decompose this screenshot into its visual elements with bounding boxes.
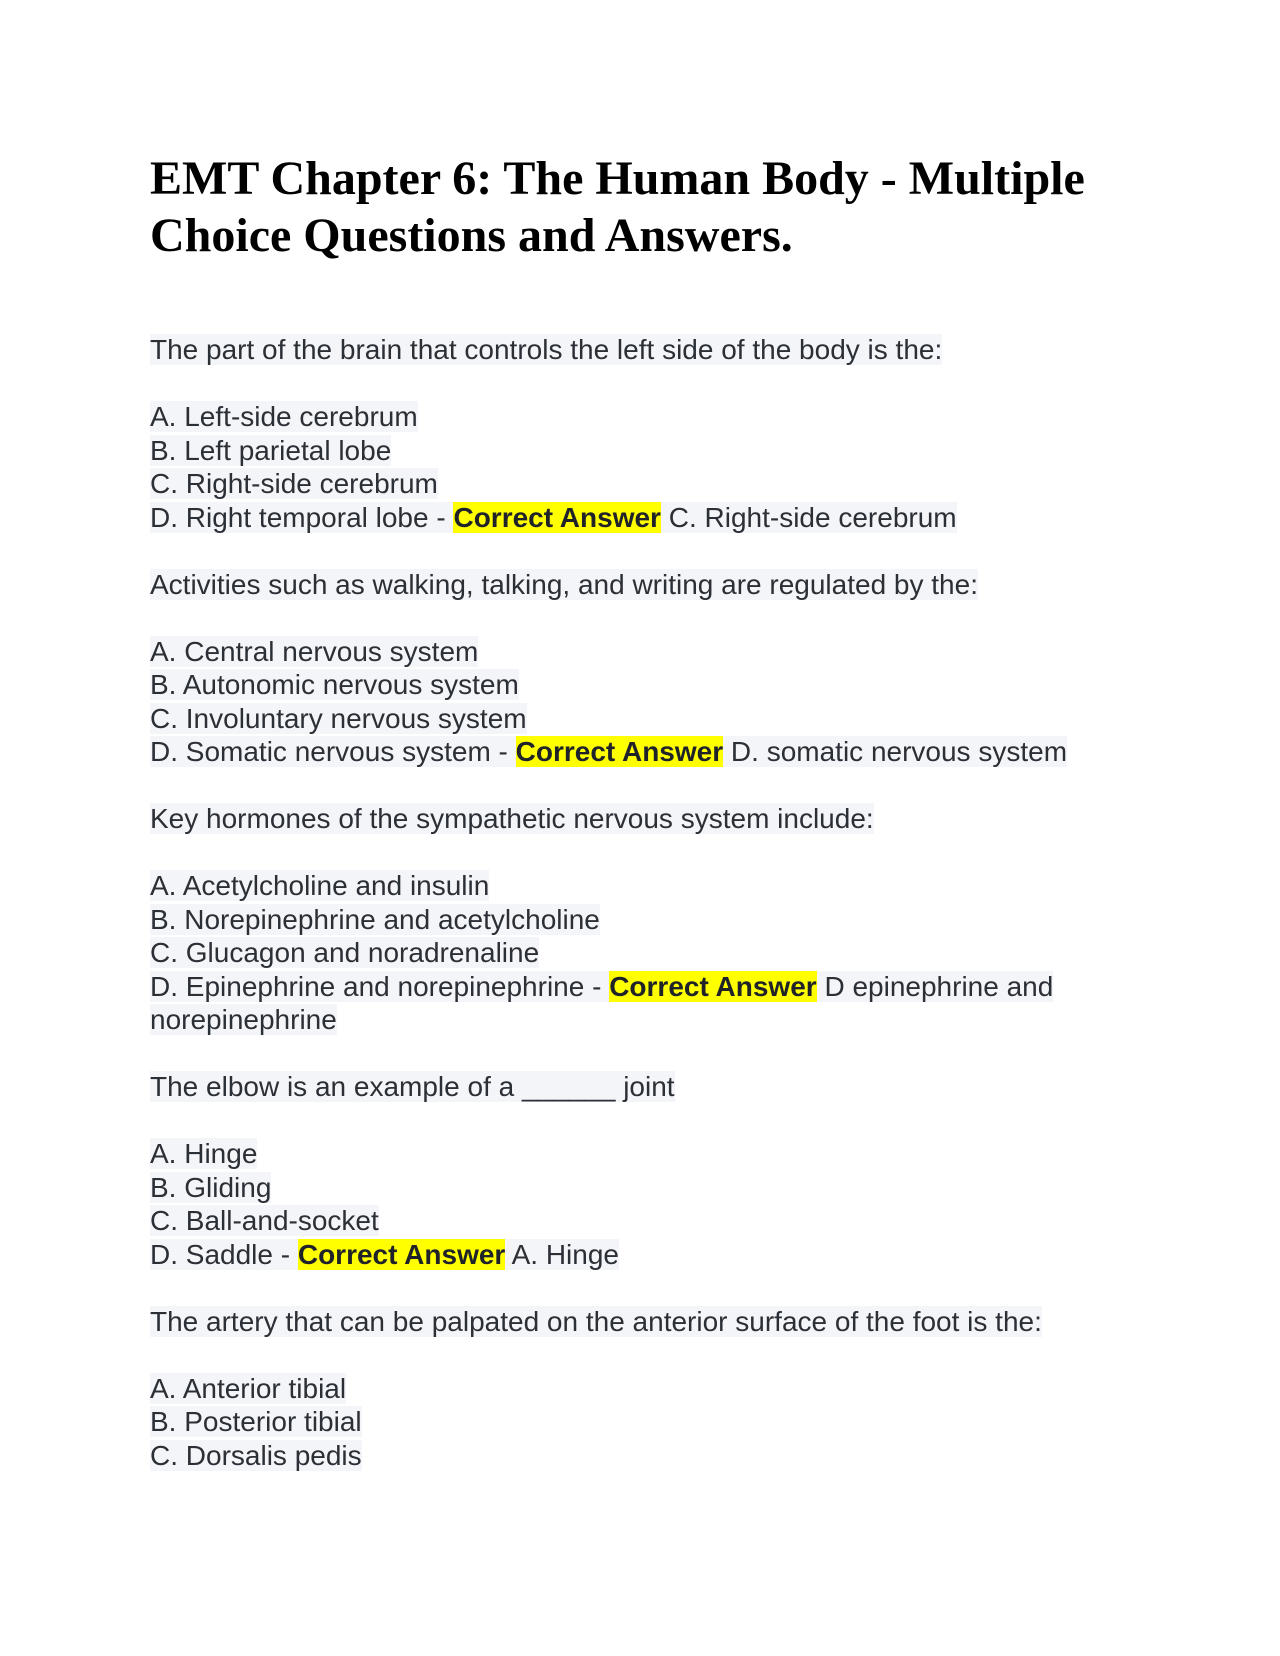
option: C. Glucagon and noradrenaline xyxy=(150,937,540,968)
option: C. Involuntary nervous system xyxy=(150,702,527,734)
option: C. Ball-and-socket xyxy=(150,1205,379,1236)
question-block xyxy=(150,568,1130,769)
question-block xyxy=(150,333,1130,534)
option: C. Right-side cerebrum xyxy=(150,468,438,499)
option-with-answer: D. Saddle - Correct Answer A. Hinge xyxy=(150,1238,619,1270)
option: B. Norepinephrine and acetylcholine xyxy=(150,903,600,935)
question-text: The artery that can be palpated on the anterior surface of the foot is the: xyxy=(150,1305,1042,1337)
option: A. Central nervous system xyxy=(150,635,479,667)
document-page xyxy=(150,150,1130,1506)
question-text: Key hormones of the sympathetic nervous system include: xyxy=(150,803,874,834)
option: A. Hinge xyxy=(150,1138,258,1169)
option: A. Anterior tibial xyxy=(150,1372,347,1404)
option-with-answer: D. Right temporal lobe - Correct Answer C. Right-side cerebrum xyxy=(150,501,957,533)
answer-text: D epinephrine and norepinephrine xyxy=(150,970,1054,1035)
answer-text: D. somatic nervous system xyxy=(723,736,1068,767)
question-block xyxy=(150,802,1130,1037)
question-block xyxy=(150,1305,1130,1473)
question-text: Activities such as walking, talking, and writing are regulated by the: xyxy=(150,568,978,600)
option: B. Posterior tibial xyxy=(150,1406,362,1437)
correct-answer-highlight: Correct Answer xyxy=(609,970,817,1002)
correct-answer-highlight: Correct Answer xyxy=(453,501,661,533)
question-text: The elbow is an example of a ______ joint xyxy=(150,1071,675,1102)
option: B. Autonomic nervous system xyxy=(150,669,519,700)
option-with-answer: D. Epinephrine and norepinephrine - Correct Answer D epinephrine and norepinephrine xyxy=(150,970,1054,1035)
option: A. Acetylcholine and insulin xyxy=(150,870,490,901)
option-with-answer: D. Somatic nervous system - Correct Answer D. somatic nervous system xyxy=(150,736,1068,767)
option: B. Left parietal lobe xyxy=(150,434,392,466)
option: A. Left-side cerebrum xyxy=(150,401,418,432)
option: B. Gliding xyxy=(150,1171,272,1203)
question-text: The part of the brain that controls the left side of the body is the: xyxy=(150,334,943,365)
correct-answer-highlight: Correct Answer xyxy=(297,1238,506,1270)
correct-answer-highlight: Correct Answer xyxy=(515,736,724,767)
answer-text: C. Right-side cerebrum xyxy=(660,501,957,533)
answer-text: A. Hinge xyxy=(505,1238,619,1270)
document-title: EMT Chapter 6: The Human Body - Multiple Choice Questions and Answers. xyxy=(150,152,1085,262)
option: C. Dorsalis pedis xyxy=(150,1439,362,1471)
question-block xyxy=(150,1070,1130,1271)
